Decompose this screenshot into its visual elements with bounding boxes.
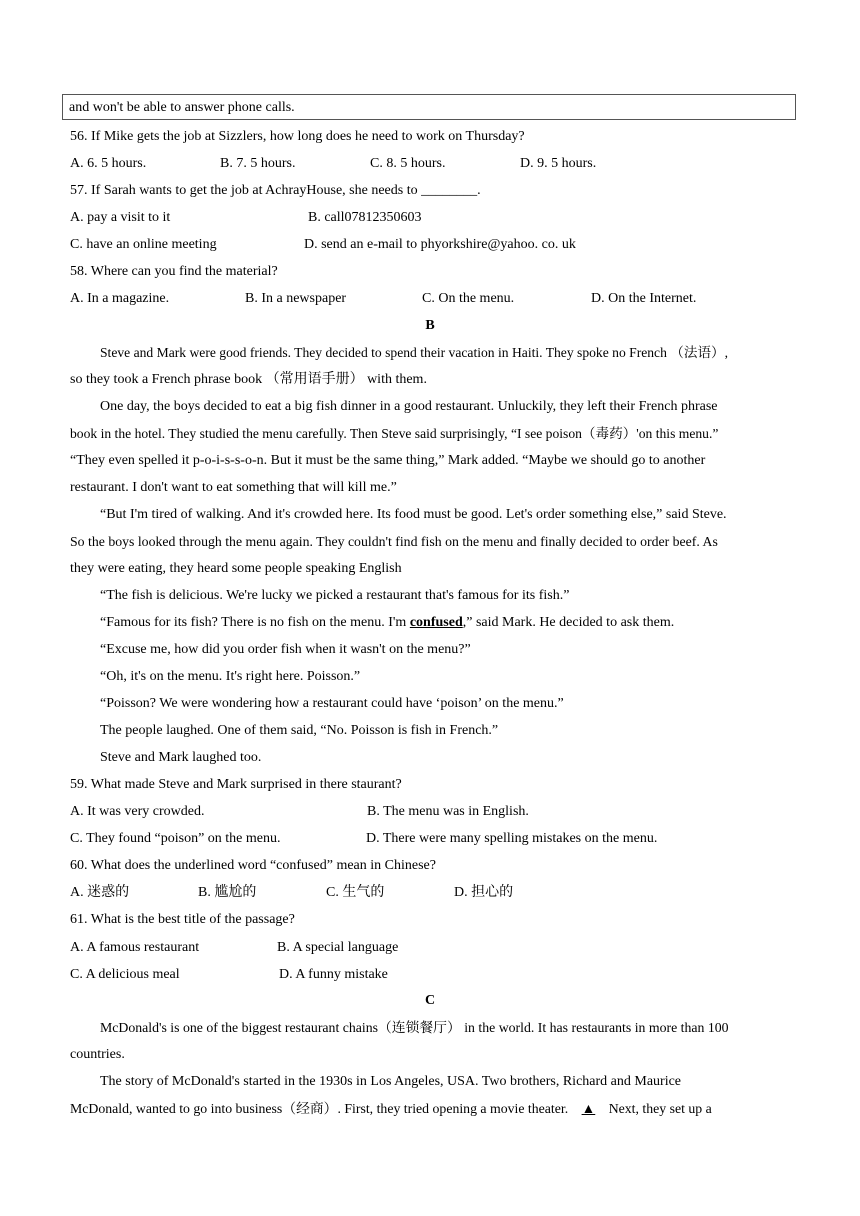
confused-line-pre: “Famous for its fish? There is no fish on the menu. I'm — [100, 615, 410, 630]
passage-b-line: Steve and Mark laughed too. — [100, 750, 262, 765]
q61-option-d: D. A funny mistake — [279, 967, 388, 982]
question-61: 61. What is the best title of the passage? — [70, 912, 295, 927]
table-fragment-box — [62, 94, 796, 120]
q60-option-c: C. 生气的 — [326, 885, 385, 900]
passage-b-line: so they took a French phrase book （常用语手册） with them. — [70, 372, 427, 387]
q57-option-a: A. pay a visit to it — [70, 210, 171, 225]
question-56: 56. If Mike gets the job at Sizzlers, how long does he need to work on Thursday? — [70, 129, 525, 144]
question-60: 60. What does the underlined word “confused” mean in Chinese? — [70, 858, 436, 873]
section-b-heading: B — [425, 318, 435, 333]
q60-option-d: D. 担心的 — [454, 885, 514, 900]
q61-option-a: A. A famous restaurant — [70, 940, 200, 955]
passage-b-line: “Oh, it's on the menu. It's right here. Poisson.” — [100, 669, 361, 684]
passage-b-line: they were eating, they heard some people speaking English — [70, 561, 402, 576]
q57-option-d: D. send an e-mail to phyorkshire@yahoo. co. uk — [304, 237, 576, 252]
passage-b-line: restaurant. I don't want to eat something that will kill me.” — [70, 480, 397, 495]
passage-b-line: “But I'm tired of walking. And it's crowded here. Its food must be good. Let's order something else,” said Steve. — [100, 507, 727, 522]
section-c-heading: C — [424, 993, 436, 1008]
confused-line-post: ,” said Mark. He decided to ask them. — [462, 615, 675, 630]
passage-c-line: The story of McDonald's started in the 1930s in Los Angeles, USA. Two brothers, Richard and Maurice — [100, 1074, 682, 1089]
passage-c-line: countries. — [70, 1047, 125, 1062]
q59-option-b: B. The menu was in English. — [367, 804, 529, 819]
passage-b-line: “Poisson? We were wondering how a restaurant could have ‘poison’ on the menu.” — [100, 696, 564, 711]
underlined-word-confused: confused — [409, 615, 463, 630]
q60-option-a: A. 迷惑的 — [70, 885, 130, 900]
q59-option-a: A. It was very crowded. — [70, 804, 205, 819]
q56-option-d: D. 9. 5 hours. — [520, 156, 597, 171]
passage-b-line: “The fish is delicious. We're lucky we picked a restaurant that's famous for its fish.” — [100, 588, 570, 603]
blank-line-pre: McDonald, wanted to go into business（经商）. First, they tried opening a movie theater. — [70, 1101, 572, 1116]
passage-b-line: So the boys looked through the menu again. They couldn't find fish on the menu and finally decided to order beef. As — [70, 534, 718, 549]
passage-b-line: One day, the boys decided to eat a big fish dinner in a good restaurant. Unluckily, they left their French phrase — [100, 399, 718, 414]
q56-option-a: A. 6. 5 hours. — [70, 156, 147, 171]
q59-option-c: C. They found “poison” on the menu. — [70, 831, 281, 846]
passage-b-line: book in the hotel. They studied the menu carefully. Then Steve said surprisingly, “I see poison（毒药）'on this menu.” — [70, 426, 719, 441]
q57-option-b: B. call07812350603 — [308, 210, 422, 225]
question-59: 59. What made Steve and Mark surprised in there staurant? — [70, 777, 402, 792]
q61-option-c: C. A delicious meal — [70, 967, 180, 982]
q58-option-a: A. In a magazine. — [70, 291, 170, 306]
passage-c-blank-line — [70, 1100, 712, 1118]
q58-option-d: D. On the Internet. — [591, 291, 697, 306]
question-58: 58. Where can you find the material? — [70, 264, 278, 279]
passage-b-line: “They even spelled it p-o-i-s-s-o-n. But it must be the same thing,” Mark added. “Maybe we should go to another — [70, 453, 706, 468]
q59-option-d: D. There were many spelling mistakes on the menu. — [366, 831, 658, 846]
q58-option-c: C. On the menu. — [422, 291, 515, 306]
passage-b-line: Steve and Mark were good friends. They decided to spend their vacation in Haiti. They spoke no French （法语）, — [100, 345, 729, 360]
blank-line-post: Next, they set up a — [605, 1101, 712, 1116]
passage-c-line: McDonald's is one of the biggest restaurant chains（连锁餐厅） in the world. It has restaurants in more than 100 — [100, 1020, 729, 1035]
box-text: and won't be able to answer phone calls. — [69, 100, 295, 115]
passage-b-line: The people laughed. One of them said, “No. Poisson is fish in French.” — [100, 723, 499, 738]
q56-option-c: C. 8. 5 hours. — [370, 156, 446, 171]
passage-b-line: “Excuse me, how did you order fish when it wasn't on the menu?” — [100, 642, 471, 657]
question-57: 57. If Sarah wants to get the job at AchrayHouse, she needs to ________. — [70, 183, 481, 198]
q56-option-b: B. 7. 5 hours. — [220, 156, 296, 171]
passage-b-confused-line — [100, 614, 674, 632]
q61-option-b: B. A special language — [277, 940, 399, 955]
q60-option-b: B. 尴尬的 — [198, 885, 257, 900]
q57-option-c: C. have an online meeting — [70, 237, 217, 252]
q58-option-b: B. In a newspaper — [245, 291, 347, 306]
answer-blank: ▲ — [581, 1101, 596, 1116]
